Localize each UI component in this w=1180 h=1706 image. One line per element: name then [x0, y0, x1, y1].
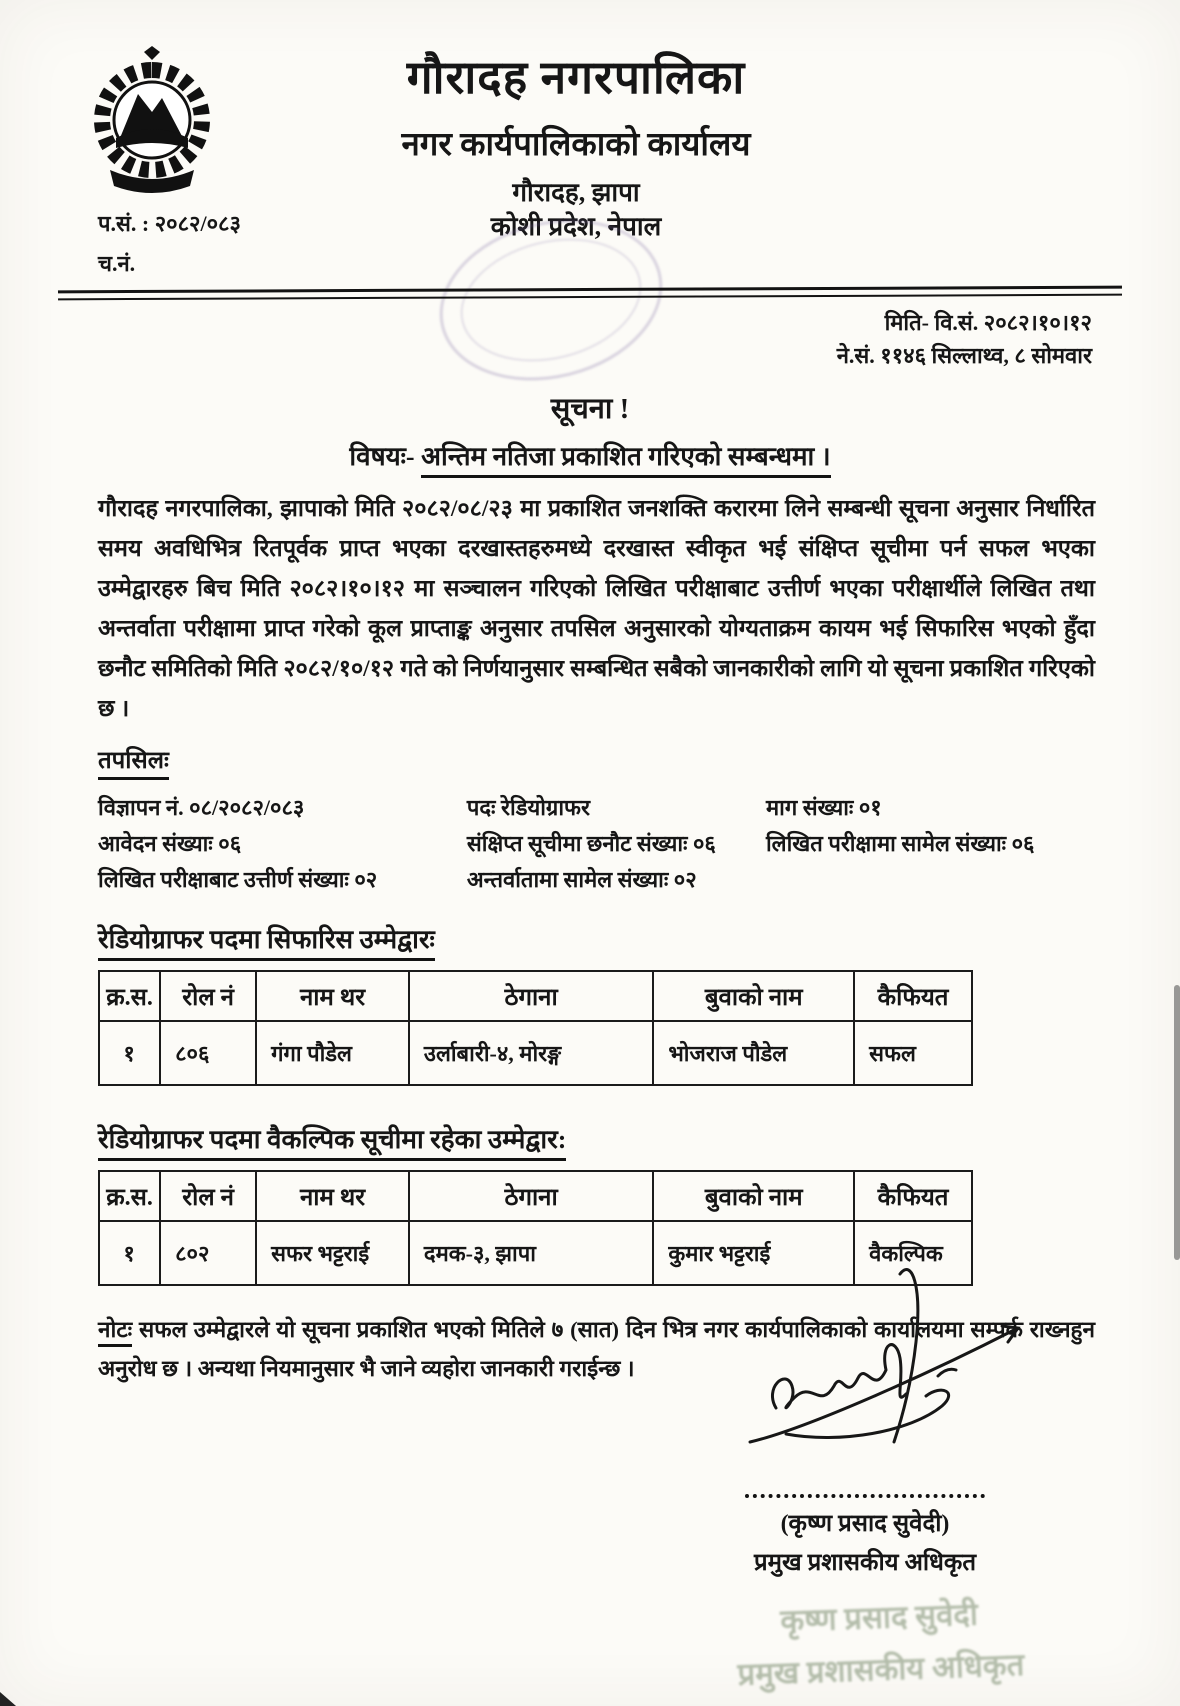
tapasil-heading-text: तपसिलः: [98, 748, 169, 780]
stamp-title: प्रमुख प्रशासकीय अधिकृत: [736, 1646, 1025, 1692]
col-address: ठेगाना: [409, 1171, 653, 1221]
recommended-table-heading-text: रेडियोग्राफर पदमा सिफारिस उम्मेद्वारः: [98, 925, 435, 961]
recommended-candidates-table: [98, 970, 973, 1086]
shortlist-count: संक्षिप्त सूचीमा छनौट संख्याः ०६: [466, 831, 716, 856]
table-row: [99, 1021, 972, 1085]
col-roll: रोल नं: [160, 1171, 256, 1221]
signatory-title: प्रमुख प्रशासकीय अधिकृत: [753, 1550, 977, 1576]
chalani-number: च.नं.: [98, 251, 136, 276]
cell-name: गंगा पौडेल: [256, 1021, 409, 1085]
signatory-name: (कृष्ण प्रसाद सुवेदी): [780, 1511, 950, 1537]
cell-serial: १: [99, 1221, 160, 1285]
col-roll: रोल नं: [160, 971, 256, 1021]
cell-name: सफर भट्टराई: [256, 1221, 409, 1285]
address-line-2: कोशी प्रदेश, नेपाल: [490, 212, 662, 241]
signature-dotted-line: [745, 1494, 985, 1498]
cell-address: उर्लाबारी-४, मोरङ्ग: [409, 1021, 653, 1085]
subject-line: [0, 437, 1180, 473]
col-name: नाम थर: [256, 1171, 409, 1221]
faint-name-stamp: [698, 1586, 1061, 1703]
table-header-row: [99, 1171, 972, 1221]
recommended-table-heading: [98, 920, 1180, 956]
col-remarks: कैफियत: [854, 1171, 972, 1221]
cell-serial: १: [99, 1021, 160, 1085]
advert-number: विज्ञापन नं. ०८/२०८२/०८३: [98, 795, 305, 820]
cell-father: भोजराज पौडेल: [653, 1021, 854, 1085]
alternative-table-heading-text: रेडियोग्राफर पदमा वैकल्पिक सूचीमा रहेका उम्मेद्वार:: [98, 1125, 566, 1161]
interview-count: अन्तर्वातामा सामेल संख्याः ०२: [466, 867, 697, 892]
col-serial: क्र.स.: [99, 971, 160, 1021]
cell-roll: ८०६: [160, 1021, 256, 1085]
col-name: नाम थर: [256, 971, 409, 1021]
demand-count: माग संख्याः ०१: [765, 795, 882, 820]
post-name: पदः रेडियोग्राफर: [466, 795, 590, 820]
stamp-name: कृष्ण प्रसाद सुवेदी: [779, 1596, 979, 1639]
address-line-1: गौरादह, झापा: [512, 178, 640, 207]
col-father: बुवाको नाम: [653, 1171, 854, 1221]
patra-sankhya: प.सं. : २०८२/०८३: [98, 211, 241, 236]
office-name: नगर कार्यपालिकाको कार्यालय: [401, 127, 751, 163]
note-text: सफल उम्मेद्वारले यो सूचना प्रकाशित भएको मितिले ७ (सात) दिन भित्र नगर कार्यपालिकाको कार्यालयमा सम्पर्क राख्नहुन अनुरोध छ । अन्यथा नियमानुसार भै जाने व्यहोरा जानकारी गराईन्छ ।: [98, 1317, 1095, 1381]
cell-roll: ८०२: [160, 1221, 256, 1285]
municipality-name: गौरादह नगरपालिका: [406, 52, 746, 103]
col-remarks: कैफियत: [854, 971, 972, 1021]
cell-address: दमक-३, झापा: [409, 1221, 653, 1285]
handwritten-signature: [690, 1256, 1040, 1494]
cell-father: कुमार भट्टराई: [653, 1221, 854, 1285]
bs-date: मिति- वि.सं. २०८२।१०।१२: [884, 310, 1092, 335]
tapasil-row: [98, 826, 1095, 862]
note-label: नोटः: [98, 1317, 132, 1347]
tapasil-heading: [98, 743, 1180, 776]
scan-edge-artifact: [1174, 985, 1180, 1260]
application-count: आवेदन संख्याः ०६: [98, 831, 242, 856]
col-father: बुवाको नाम: [653, 971, 854, 1021]
reference-numbers: [98, 204, 241, 284]
written-pass-count: लिखित परीक्षाबाट उत्तीर्ण संख्याः ०२: [98, 867, 378, 892]
written-exam-count: लिखित परीक्षामा सामेल संख्याः ०६: [765, 831, 1035, 856]
empty-cell: [766, 862, 1095, 898]
cell-remarks: सफल: [854, 1021, 972, 1085]
subject-prefix: विषयः-: [349, 442, 422, 471]
alternative-table-heading: [98, 1120, 1180, 1156]
scan-corner-artifact: [0, 1692, 16, 1706]
subject-text: अन्तिम नतिजा प्रकाशित गरिएको सम्बन्धमा ।: [421, 442, 831, 478]
body-paragraph: गौरादह नगरपालिका, झापाको मिति २०८२/०८/२३ मा प्रकाशित जनशक्ति करारमा लिने सम्बन्धी सूचना अनुसार निर्धारित समय अवधिभित्र रितपूर्वक प्राप्त भएका दरखास्तहरुमध्ये दरखास्त स्वीकृत भई संक्षिप्त सूचीमा पर्न सफल भएका उम्मेद्वारहरु बिच मिति २०८२।१०।१२ मा सञ्चालन गरिएको लिखित परीक्षाबाट उत्तीर्ण भएका परीक्षार्थीले लिखित तथा अन्तर्वाता परीक्षामा प्राप्त गरेको कूल प्राप्ताङ्क अनुसार तपसिल अनुसारको योग्यताक्रम कायम भई सिफारिस भएको हुँदा छनौट समितिको मिति २०८२/१०/१२ गते को निर्णयानुसार सम्बन्धित सबैको जानकारीको लागि यो सूचना प्रकाशित गरिएको छ ।: [98, 496, 1095, 722]
tapasil-row: [98, 790, 1095, 826]
signature-block: [690, 1256, 1040, 1578]
notice-title: सूचना !: [550, 393, 630, 425]
tapasil-details: [98, 790, 1095, 898]
col-address: ठेगाना: [409, 971, 653, 1021]
tapasil-row: [98, 862, 1095, 898]
letterhead: [0, 0, 1180, 288]
ns-date: ने.सं. ११४६ सिल्लाथ्व, ८ सोमवार: [836, 343, 1092, 368]
cell-remarks: वैकल्पिक: [854, 1221, 972, 1285]
col-serial: क्र.स.: [99, 1171, 160, 1221]
table-header-row: [99, 971, 972, 1021]
